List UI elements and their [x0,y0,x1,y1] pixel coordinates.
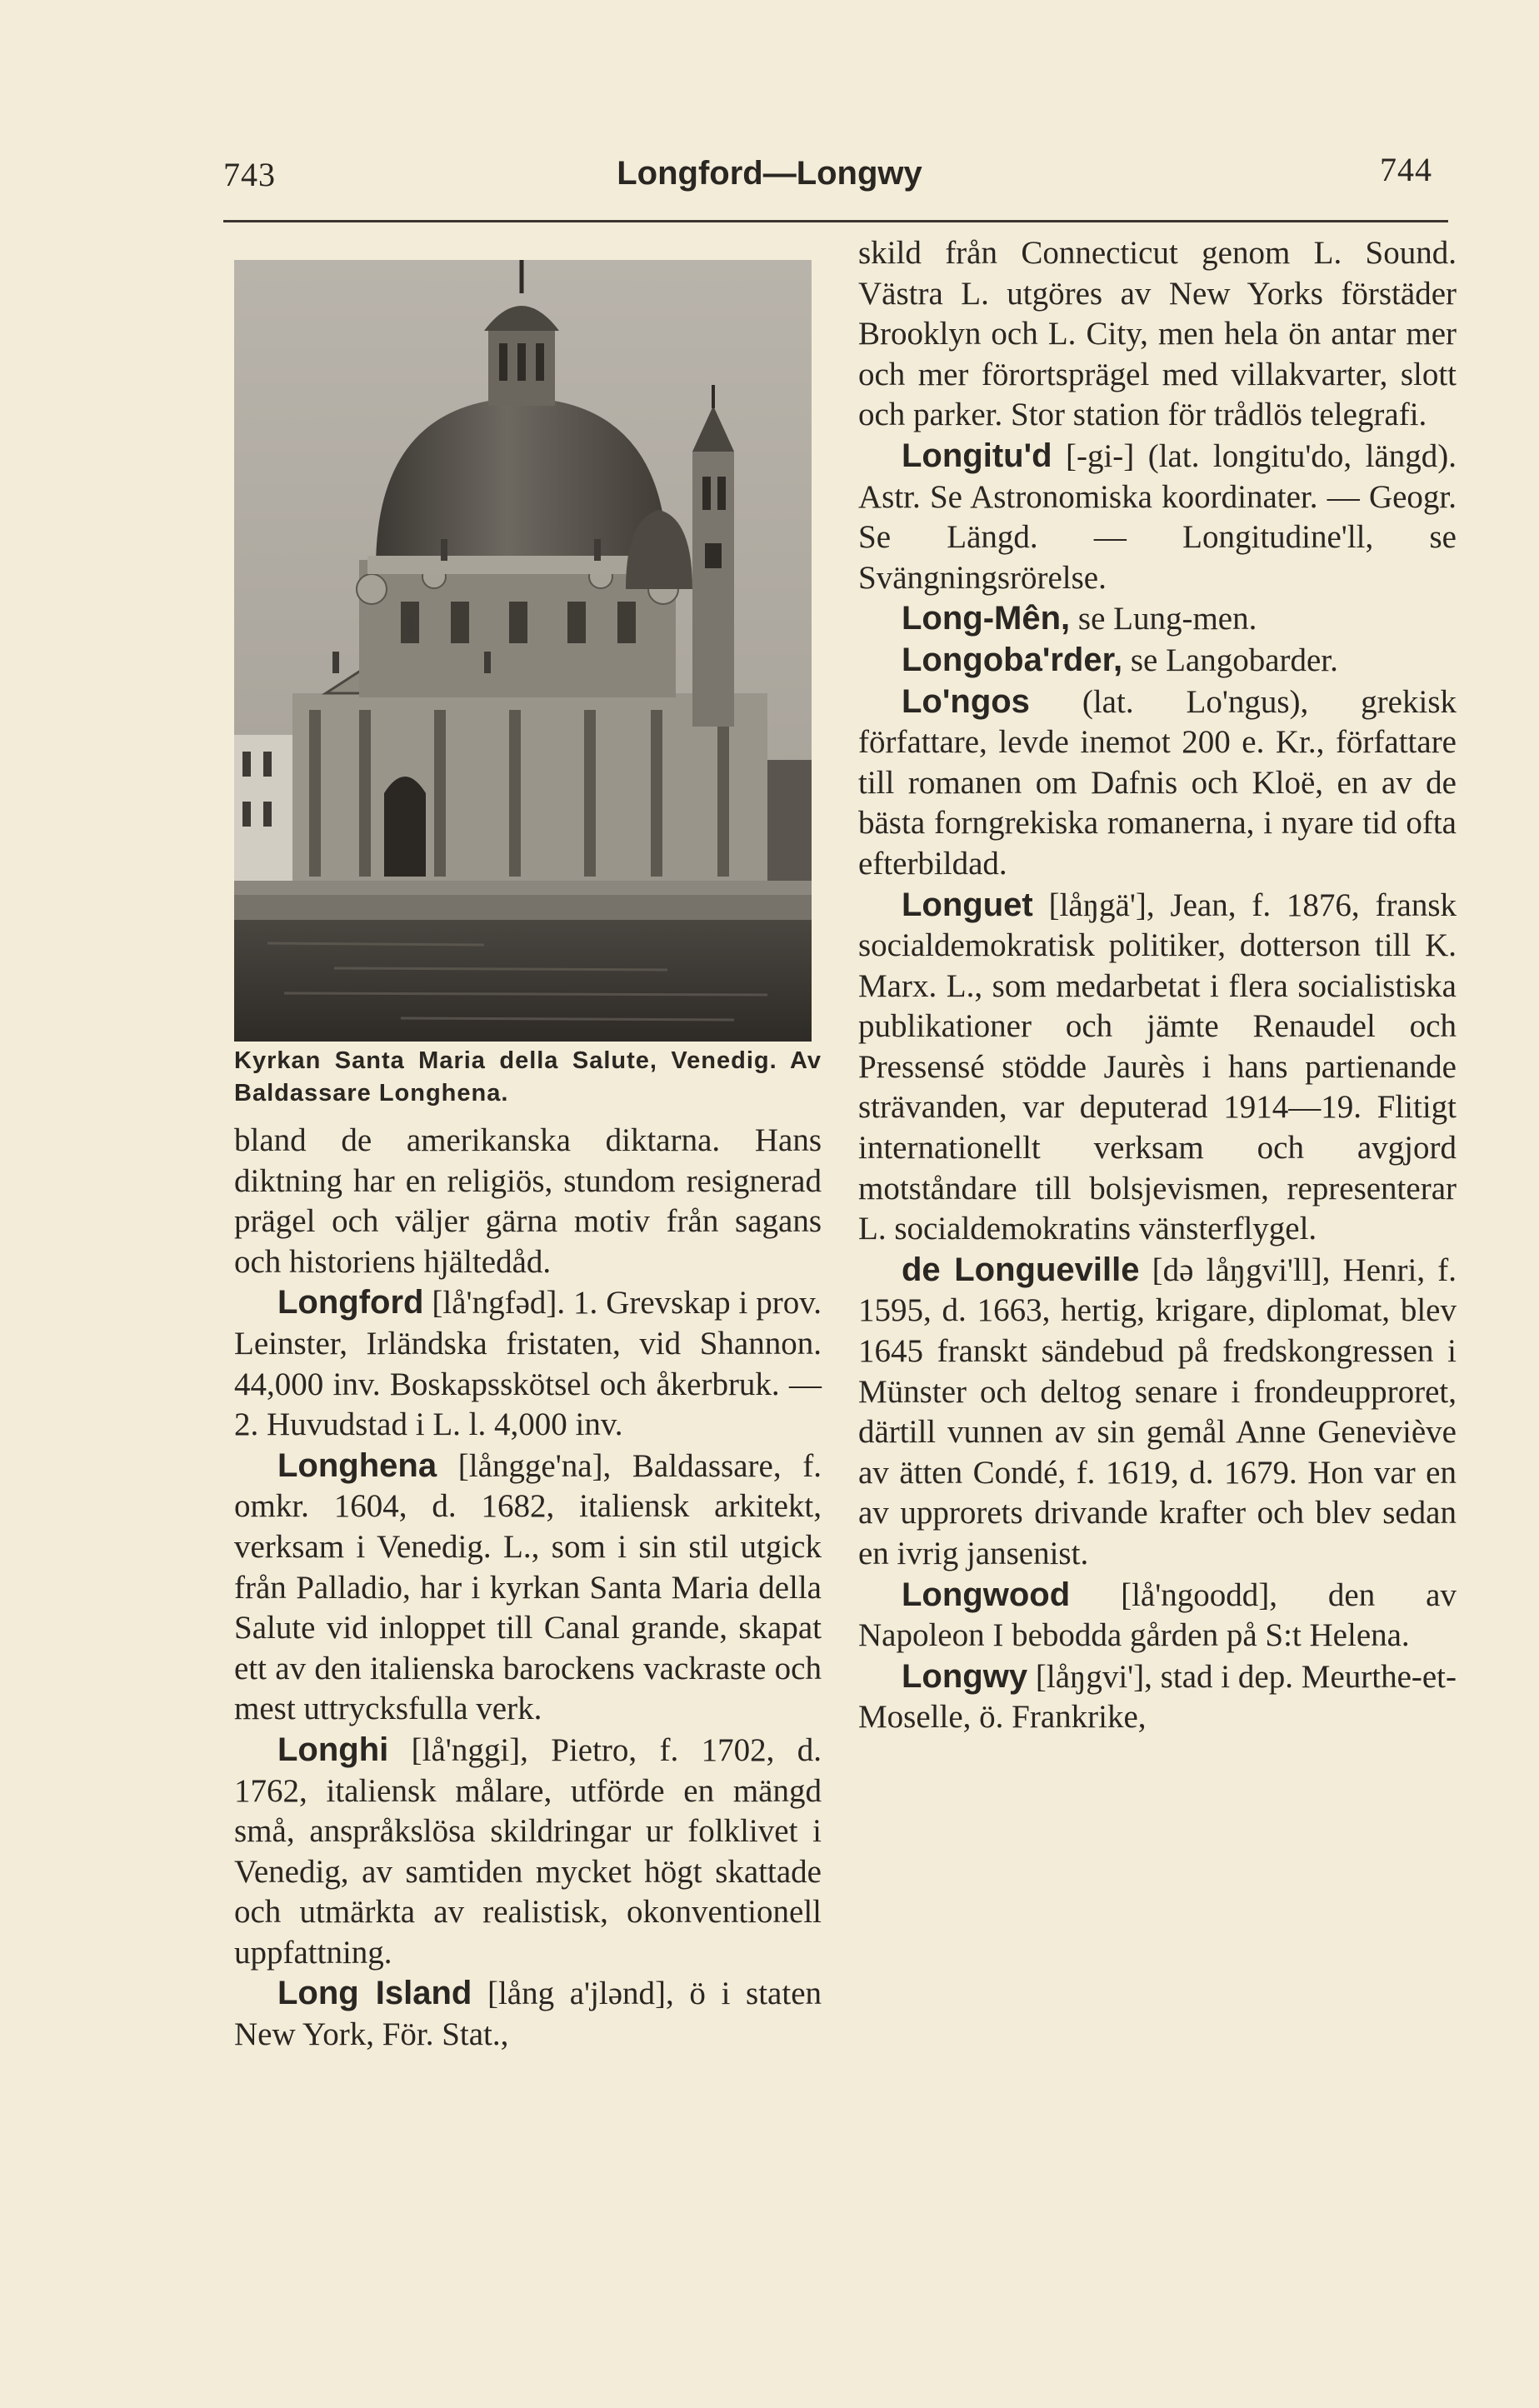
entry-continuation: skild från Connecticut genom L. Sound. Västra L. utgöres av New Yorks förstäder Brooklyn och L. City, men hela ön antar mer och mer förortsprägel med villakvarter, slott och parker. Stor station för trådlös telegrafi. [858,235,1457,433]
entry-longuet [858,885,1457,1250]
entry-longford [234,1282,822,1445]
entry-text: [långgе'na], Baldassare, f. omkr. 1604, d. 1682, italiensk arkitekt, verksam i Venedig. L., som i sin stil utgick från Palladio, har i kyrkan Santa Maria della Salute vid inloppet till Canal grande, skapat ett av den italienska barockens vackraste och mest uttrycksfulla verk. [234,1447,822,1727]
entry-text: [lå'ngfəd]. 1. Grevskap i prov. Leinster, Irländska fristaten, vid Shannon. 44,000 inv. Boskapsskötsel och åkerbruk. — 2. Huvudstad i L. l. 4,000 inv. [234,1285,822,1443]
entry-text: (lat. Lo'ngus), grekisk författare, levde inemot 200 e. Kr., författare till romanen om Dafnis och Kloë, en av de bästa forngrekiska romanerna, i nyare tid ofta efterbildad. [858,683,1457,882]
left-column [234,1121,822,2056]
headword: Longuet [902,886,1033,923]
entry-longueville [858,1250,1457,1575]
headword: Longwood [902,1576,1071,1613]
headword: Lo'ngos [902,682,1030,720]
page-number-left: 743 [223,156,276,193]
entry-longos [858,682,1457,885]
entry-long-island [234,1973,822,2055]
page-number-right: 744 [1380,151,1432,188]
church-photo [234,260,812,1042]
running-head: Longford—Longwy [617,155,922,192]
headword: Longitu'd [902,437,1052,474]
entry-text: se Lung-men. [1077,601,1257,637]
figure-caption: Kyrkan Santa Maria della Salute, Venedig. Av Baldassare Longhena. [234,1047,822,1107]
headword: Longoba'rder, [902,641,1123,678]
entry-longitud [858,436,1457,598]
entry-text: se Langobarder. [1130,642,1338,678]
entry-longobarder [858,640,1457,682]
headword: de Longueville [902,1251,1140,1288]
entry-long-men [858,598,1457,640]
entry-text: [-gi-] (lat. longitu'do, längd). Astr. Se Astronomiska koordinater. — Geogr. Se Längd. — Longitudine'll, se Svängningsrörelse. [858,437,1457,596]
headword: Longhena [277,1446,437,1484]
entry-text: [də låŋgvi'll], Henri, f. 1595, d. 1663, hertig, krigare, diplomat, blev 1645 franskt sändebud på fredskongressen i Münster och deltog senare i frondeupproret, därtill vunnen av sin gemål Anne Geneviève av ätten Condé, f. 1619, d. 1679. Hon var en av upprorets drivande krafter och blev sedan en ivrig jansenist. [858,1251,1457,1571]
entry-continuation: bland de amerikanska diktarna. Hans diktning har en religiös, stundom resignerad prägel och väljer gärna motiv från sagans och historiens hjältedåd. [234,1122,822,1280]
entry-text: [lå'ngoodd], den av Napoleon I bebodda gården på S:t Helena. [858,1576,1457,1654]
entry-text: [låŋgä'], Jean, f. 1876, fransk socialdemokratisk politiker, dotterson till K. Marx. L., som medarbetat i flera socialistiska publikationer och jämte Renaudel och Pressensé stödde Jaurès i hans partienande strävanden, var deputerad 1914—19. Flitigt internationellt verksam och avgjord motståndare till bolsjevismen, representerar L. socialdemokratins vänsterflygel. [858,887,1457,1247]
entry-text: [låŋgvi'], stad i dep. Meurthe-et-Moselle, ö. Frankrike, [858,1658,1457,1736]
entry-longwy [858,1656,1457,1738]
entry-text: [lå'nggi], Pietro, f. 1702, d. 1762, italiensk målare, utförde en mängd små, anspråkslösa skildringar ur folklivet i Venedig, av samtiden mycket högt skattade och utmärkta av realistisk, okonventionell uppfattning. [234,1731,822,1971]
entry-longhena [234,1446,822,1730]
headword: Longford [277,1284,424,1321]
entry-longwood [858,1575,1457,1656]
headword: Long Island [277,1975,472,2012]
right-column [858,233,1457,1738]
headword: Long-Mên, [902,600,1071,637]
entry-longhi [234,1730,822,1974]
headword: Longhi [277,1731,389,1768]
header-rule [223,220,1448,222]
headword: Longwy [902,1657,1028,1695]
entry-text: [lång a'jlənd], ö i staten New York, För. Stat., [234,1976,822,2053]
